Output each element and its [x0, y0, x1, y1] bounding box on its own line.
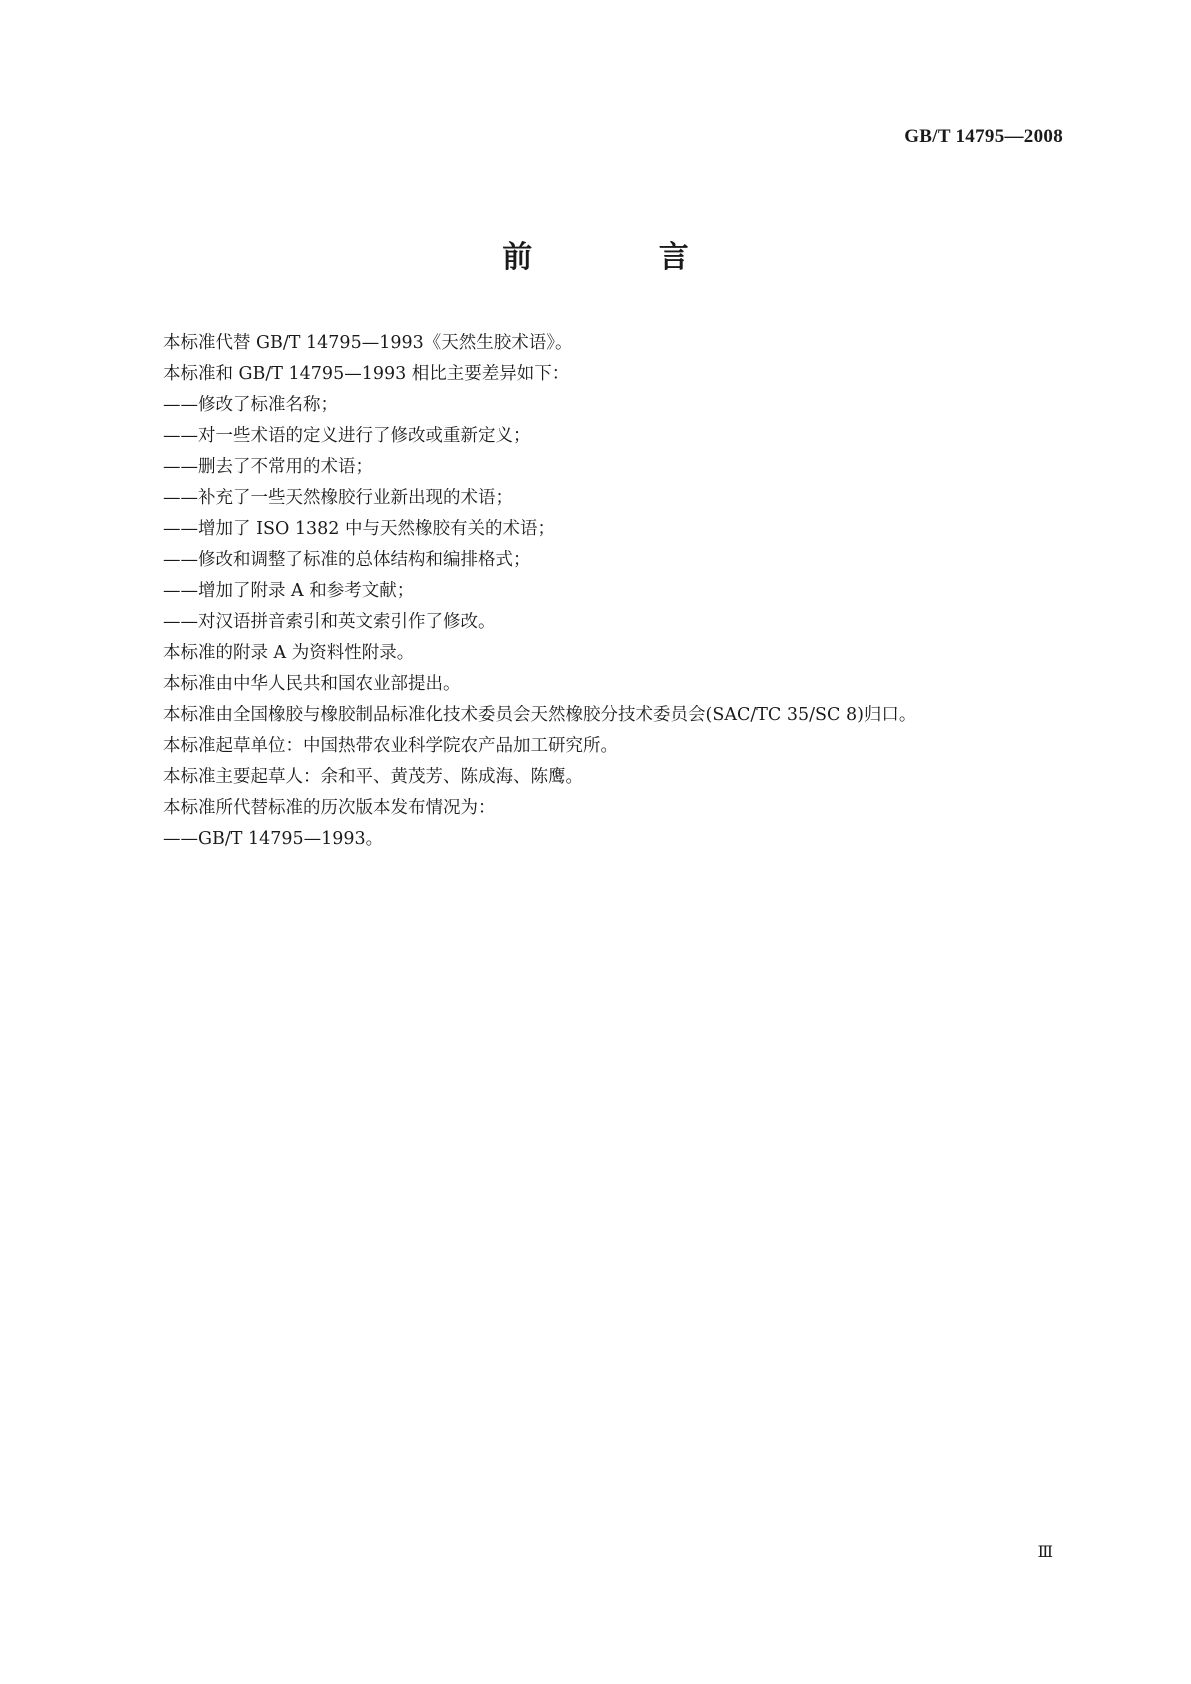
- list-item: ——对汉语拼音索引和英文索引作了修改。: [163, 612, 496, 632]
- paragraph-history-intro: 本标准所代替标准的历次版本发布情况为：: [163, 798, 496, 818]
- list-item: ——删去了不常用的术语；: [163, 457, 373, 477]
- paragraph-drafting-unit: 本标准起草单位：中国热带农业科学院农产品加工研究所。: [163, 736, 618, 756]
- list-item: ——增加了附录 A 和参考文献；: [163, 581, 415, 601]
- list-item: ——对一些术语的定义进行了修改或重新定义；: [163, 426, 531, 446]
- list-item: ——修改了标准名称；: [163, 395, 338, 415]
- paragraph-centralized-by: 本标准由全国橡胶与橡胶制品标准化技术委员会天然橡胶分技术委员会(SAC/TC 35/SC 8)归口。: [163, 705, 917, 725]
- paragraph-annex: 本标准的附录 A 为资料性附录。: [163, 643, 415, 663]
- page-title: 前 言: [502, 240, 747, 275]
- standard-code: GB/T 14795—2008: [904, 126, 1063, 147]
- paragraph-drafters: 本标准主要起草人：余和平、黄茂芳、陈成海、陈鹰。: [163, 767, 583, 787]
- list-item: ——增加了 ISO 1382 中与天然橡胶有关的术语；: [163, 519, 555, 539]
- paragraph-proposed-by: 本标准由中华人民共和国农业部提出。: [163, 674, 461, 694]
- paragraph-differences-intro: 本标准和 GB/T 14795—1993 相比主要差异如下：: [163, 364, 570, 384]
- list-item: ——修改和调整了标准的总体结构和编排格式；: [163, 550, 531, 570]
- list-item: ——GB/T 14795—1993。: [163, 829, 384, 849]
- paragraph-supersedes: 本标准代替 GB/T 14795—1993《天然生胶术语》。: [163, 333, 573, 353]
- page-number: Ⅲ: [1037, 1542, 1053, 1561]
- foreword-body: [128, 328, 1064, 855]
- list-item: ——补充了一些天然橡胶行业新出现的术语；: [163, 488, 513, 508]
